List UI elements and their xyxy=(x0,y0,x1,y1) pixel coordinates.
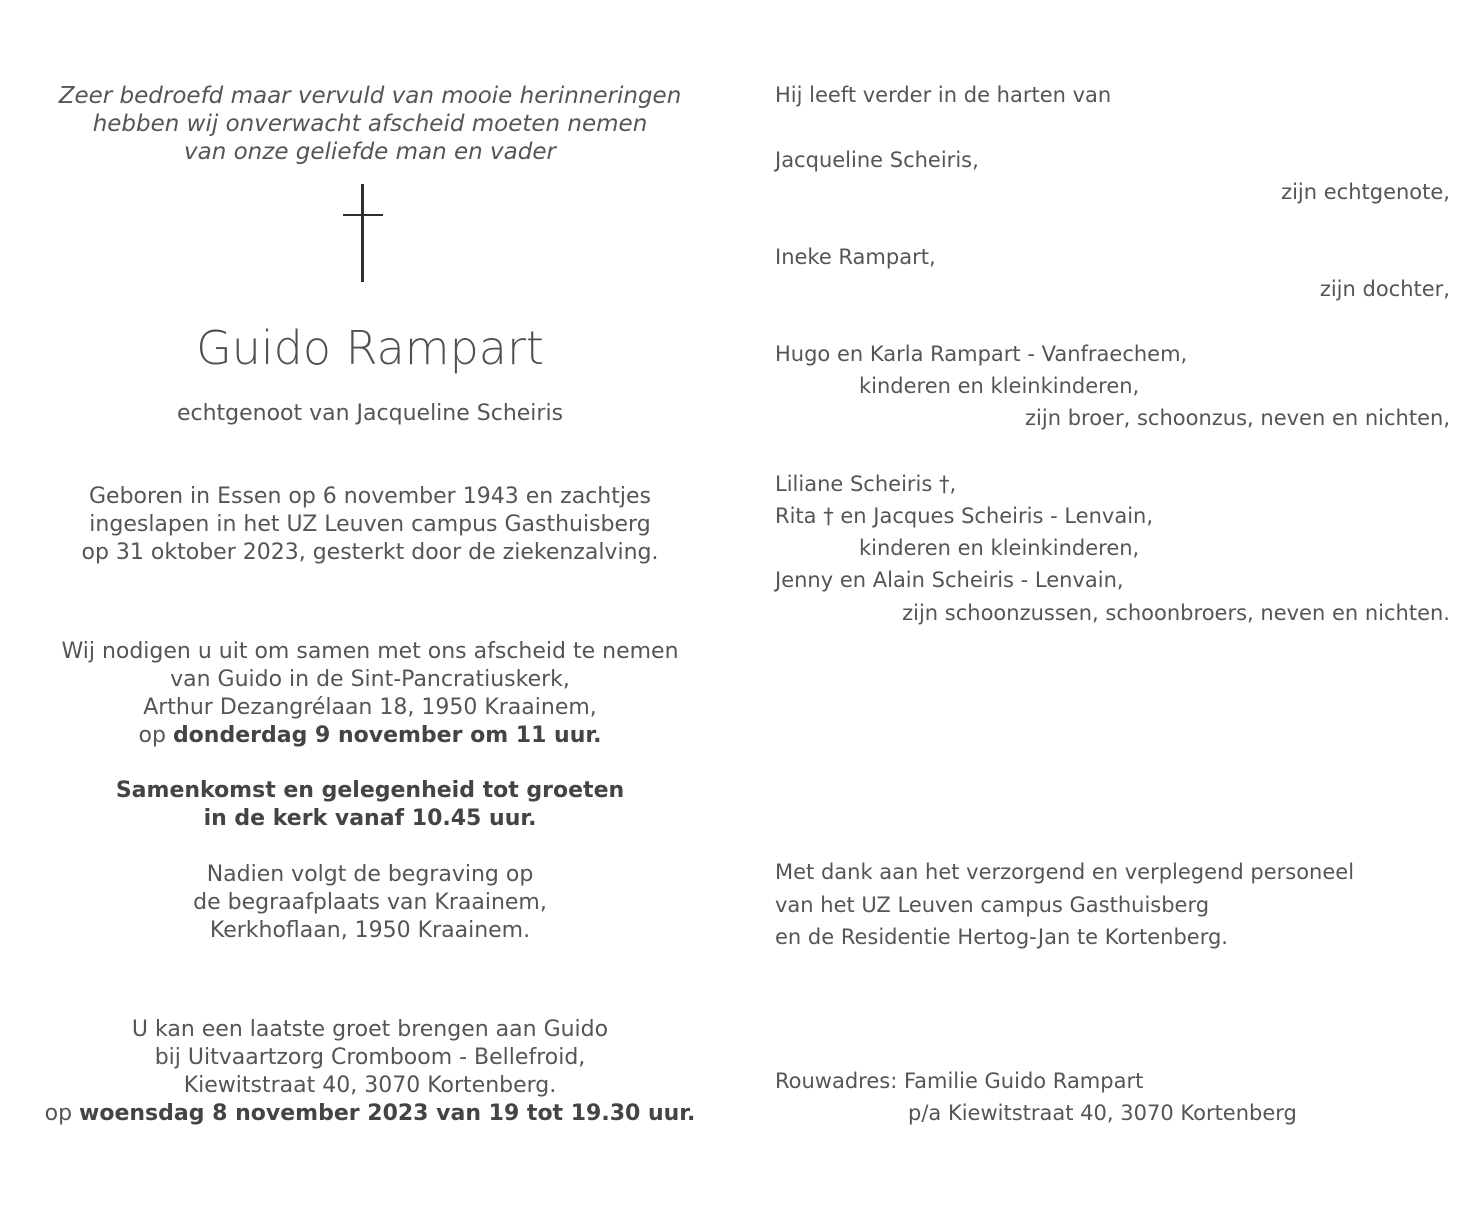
family-inlaw-kids: kinderen en kleinkinderen, xyxy=(859,536,1140,560)
family-inlaw-3: Jenny en Alain Scheiris - Lenvain, xyxy=(775,568,1124,592)
family-brother: Hugo en Karla Rampart - Vanfraechem, xyxy=(775,342,1188,366)
family-heading: Hij leeft verder in de harten van xyxy=(775,83,1112,107)
cross-icon xyxy=(343,184,383,282)
family-wife: Jacqueline Scheiris, xyxy=(775,148,979,172)
family-daughter-role: zijn dochter, xyxy=(1319,277,1450,301)
family-inlaw-role: zijn schoonzussen, schoonbroers, neven en nichten. xyxy=(902,601,1450,625)
family-wife-role: zijn echtgenote, xyxy=(1281,180,1450,204)
family-inlaw-2: Rita † en Jacques Scheiris - Lenvain, xyxy=(775,504,1154,528)
funeral-date: donderdag 9 november om 11 uur. xyxy=(172,723,602,748)
family-column xyxy=(775,0,1450,1207)
family-inlaw-1: Liliane Scheiris †, xyxy=(775,472,957,496)
address-line: p/a Kiewitstraat 40, 3070 Kortenberg xyxy=(908,1101,1297,1125)
gathering-text: Samenkomst en gelegenheid tot groeten in de kerk vanaf 10.45 uur. xyxy=(115,778,625,831)
birth-text: Geboren in Essen op 6 november 1943 en zachtjes ingeslapen in het UZ Leuven campus Gasthuisberg op 31 oktober 2023, gesterkt door de ziekenzalving. xyxy=(81,484,659,565)
thanks-line-3: en de Residentie Hertog-Jan te Kortenberg. xyxy=(775,925,1228,949)
family-daughter: Ineke Rampart, xyxy=(775,245,936,269)
thanks-line-2: van het UZ Leuven campus Gasthuisberg xyxy=(775,893,1210,917)
family-brother-role: zijn broer, schoonzus, neven en nichten, xyxy=(1025,406,1450,430)
address-label: Rouwadres: Familie Guido Rampart xyxy=(775,1069,1144,1093)
spouse-line: echtgenoot van Jacqueline Scheiris xyxy=(176,401,564,426)
family-brother-kids: kinderen en kleinkinderen, xyxy=(859,374,1140,398)
deceased-name: Guido Rampart xyxy=(196,321,544,375)
burial-text: Nadien volgt de begraving op de begraafplaats van Kraainem, Kerkhoflaan, 1950 Kraainem. xyxy=(193,862,547,943)
visit-date: woensdag 8 november 2023 van 19 tot 19.30 uur. xyxy=(79,1101,696,1126)
thanks-line-1: Met dank aan het verzorgend en verplegend personeel xyxy=(775,860,1355,884)
invite-text: Wij nodigen u uit om samen met ons afscheid te nemen van Guido in de Sint-Pancratiuskerk, Arthur Dezangrélaan 18, 1950 Kraainem, op donderdag 9 november om 11 uur. xyxy=(61,639,679,748)
visit-text: U kan een laatste groet brengen aan Guido bij Uitvaartzorg Cromboom - Bellefroid, Kiewitstraat 40, 3070 Kortenberg. op woensdag 8 november 2023 van 19 tot 19.30 uur. xyxy=(44,1017,696,1126)
intro-text: Zeer bedroefd maar vervuld van mooie herinneringen hebben wij onverwacht afscheid moeten nemen van onze geliefde man en vader xyxy=(58,83,682,165)
